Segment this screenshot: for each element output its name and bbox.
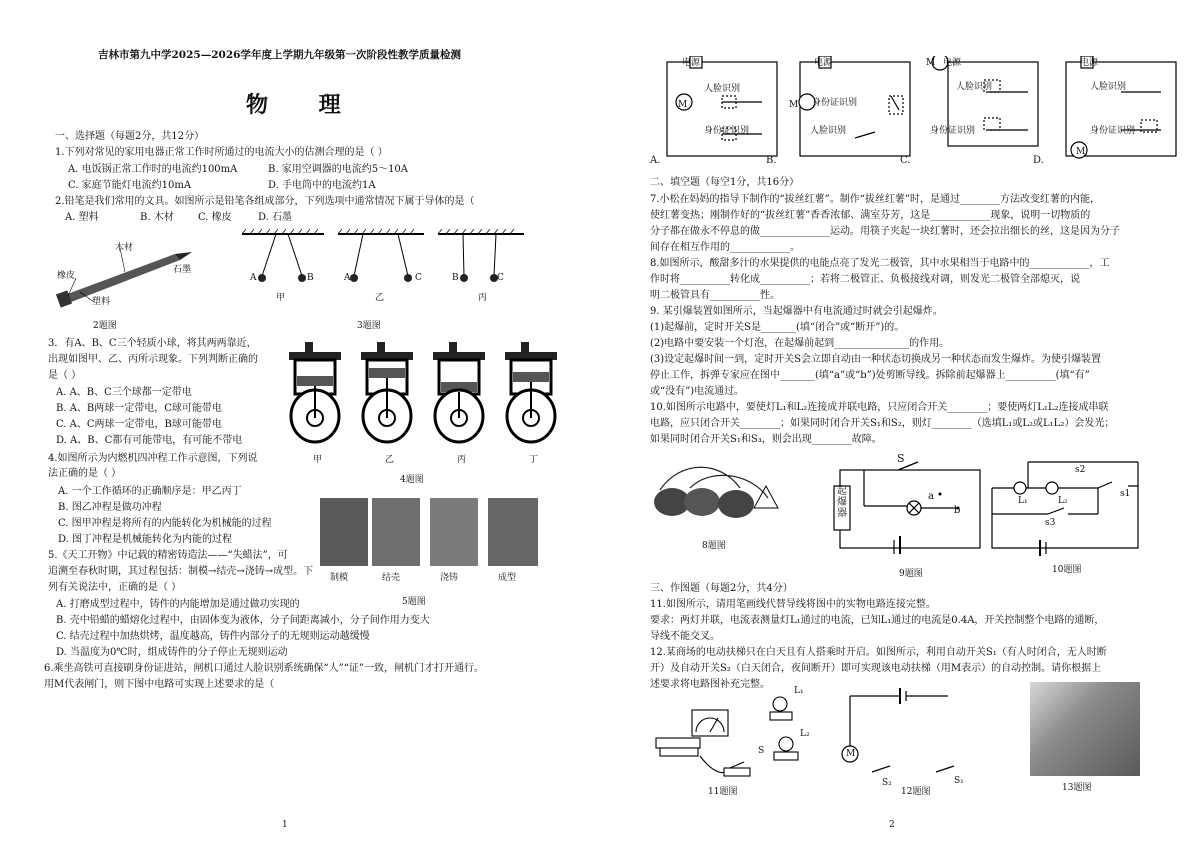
- q3-stem-line2: 出现如图甲、乙、丙所示现象。下列判断正确的: [48, 354, 258, 365]
- engine-stroke-bing: [433, 342, 485, 442]
- q2-option-c: C. 橡皮: [198, 212, 232, 223]
- q11-line3: 导线不能交叉。: [650, 631, 720, 642]
- fig4-label-yi: 乙: [385, 455, 395, 465]
- fig11-label-l2: L₂: [800, 729, 810, 739]
- q3-stem-line3: 是（ ）: [48, 370, 82, 381]
- exam-page-2: [600, 0, 1200, 848]
- fig2-label-graphite: 石墨: [173, 265, 192, 275]
- q8-line1: 8.如图所示，酸甜多汁的水果提供的电能点亮了发光二极管，其中水果相当于电路中的____________，工: [650, 258, 1110, 269]
- q6-stem-line1: 6.乘坐高铁可直接刷身份证进站，闸机口通过人脸识别系统确保“人”“证”一致，闸机门才打开通行。: [44, 663, 484, 674]
- section-choice-heading: 一、选择题（每题2分，共12分）: [55, 131, 205, 142]
- q5-option-c: C. 结壳过程中加热烘烤，温度越高，铸件内部分子的无规则运动越缓慢: [56, 631, 370, 642]
- q1-option-d: D. 手电筒中的电流约1A: [268, 180, 376, 191]
- circuit-b-label: B.: [766, 155, 777, 166]
- fig3-caption: 3题图: [357, 321, 381, 331]
- fig4-label-bing: 丙: [457, 455, 467, 465]
- q10-line3: 如果同时闭合开关S₁和S₃，则会出现________故障。: [650, 434, 882, 445]
- q2-option-a: A. 塑料: [65, 212, 99, 223]
- circuit-d-power: 电源: [1080, 58, 1099, 68]
- q5-option-d: D. 当温度为0℃时，组成铸件的分子停止无规则运动: [56, 647, 288, 658]
- q5-option-a: A. 打磨成型过程中，铸件的内能增加是通过做功实现的: [56, 599, 300, 610]
- q1-stem: 1.下列对常见的家用电器正常工作时所通过的电流大小的估测合理的是（ ）: [55, 147, 388, 158]
- q2-option-b: B. 木材: [140, 212, 174, 223]
- section-drawing-heading: 三、作图题（每题2分，共4分）: [650, 583, 793, 594]
- exam-header: 吉林市第九中学2025—2026学年度上学期九年级第一次阶段性教学质量检测: [98, 49, 461, 61]
- circuit-c-label: C.: [900, 155, 911, 166]
- fig5-photo-final: [488, 498, 538, 566]
- q3-option-d: D. A、B、C都有可能带电，有可能不带电: [56, 435, 243, 446]
- q3-option-b: B. A、B两球一定带电，C球可能带电: [56, 403, 222, 414]
- pencil-body: [62, 254, 180, 304]
- fig4-caption: 4题图: [400, 475, 424, 485]
- fig5-photo-mold: [320, 498, 368, 566]
- fig5-label-pour: 浇铸: [440, 573, 459, 583]
- engine-stroke-ding: [505, 342, 557, 442]
- engine-stroke-jia: [289, 342, 341, 442]
- circuit-d-id: 身份证识别: [1090, 126, 1136, 136]
- fig11-caption: 11题图: [708, 787, 738, 797]
- fig5-label-mold: 制模: [330, 573, 349, 583]
- fig11-label-l1: L₁: [794, 686, 804, 696]
- fig3-label-jia: 甲: [276, 293, 286, 303]
- q3-stem-line1: 3．有A、B、C三个轻质小球，将其两两靠近，: [48, 338, 257, 349]
- circuit-option-d: [1066, 56, 1176, 158]
- fig3-label-c2: C: [415, 273, 422, 283]
- fig12-caption: 12题图: [901, 787, 931, 797]
- q11-line1: 11.如图所示，请用笔画线代替导线将图中的实物电路连接完整。: [650, 599, 936, 610]
- fig10-label-l2: L₂: [1058, 496, 1068, 506]
- section-fill-heading: 二、填空题（每空1分，共16分）: [650, 177, 800, 188]
- fig2-label-plastic: 塑料: [92, 297, 111, 307]
- fig3-label-c3: C: [497, 273, 504, 283]
- fig3-label-yi: 乙: [375, 293, 385, 303]
- figure-12-escalator-circuit: [838, 688, 988, 780]
- q1-option-b: B. 家用空调器的电流约5～10A: [268, 164, 409, 175]
- fig9-caption: 9题图: [899, 569, 923, 579]
- q9-line2: (1)起爆前，定时开关S是_______(填“闭合”或“断开”)的。: [650, 322, 905, 333]
- q9-line6: 或“没有”)电流通过。: [650, 386, 745, 397]
- q9-line1: 9. 某引爆装置如图所示，当起爆器中有电流通过时就会引起爆炸。: [650, 306, 943, 317]
- circuit-b-motor: M: [789, 100, 799, 110]
- fig10-label-s3: s3: [1045, 518, 1056, 528]
- q1-option-c: C. 家庭节能灯电流约10mA: [68, 180, 192, 191]
- fig9-label-switch: S: [897, 452, 905, 465]
- circuit-d-label: D.: [1033, 155, 1044, 166]
- figure-10-lamp-circuit: [988, 458, 1148, 558]
- circuit-c-motor: M: [926, 58, 936, 68]
- fig5-photo-pour: [430, 498, 478, 566]
- fig3-label-b1: B: [307, 273, 314, 283]
- q3-option-c: C. A、C两球一定带电，B球可能带电: [56, 419, 222, 430]
- q4-option-d: D. 图丁冲程是机械能转化为内能的过程: [58, 534, 233, 545]
- fig9-label-a: a: [928, 491, 934, 502]
- fig10-label-s1: s1: [1120, 489, 1131, 499]
- q12-line3: 述要求将电路图补充完整。: [650, 679, 770, 690]
- figure-8-fruit-battery: [650, 458, 790, 528]
- circuit-b-power: 电源: [814, 58, 833, 68]
- fig10-label-s2: s2: [1075, 465, 1086, 475]
- page-number-2: 2: [889, 820, 895, 830]
- q4-option-c: C. 图甲冲程是将所有的内能转化为机械能的过程: [58, 518, 272, 529]
- fig11-label-s: S: [758, 746, 765, 756]
- fig3-group-bing: [438, 229, 524, 282]
- q11-line2: 要求：两灯并联，电流表测量灯L₁通过的电流，已知L₁通过的电流是0.4A，开关控制整个电路的通断，: [650, 615, 1105, 626]
- circuit-a-label: A.: [650, 155, 661, 166]
- fig2-label-wood: 木材: [115, 243, 134, 253]
- subject-title: 物 理: [246, 92, 345, 118]
- page-number-1: 1: [282, 820, 288, 830]
- q7-line1: 7.小松在妈妈的指导下制作的“拔丝红薯”。制作“拔丝红薯”时，是通过________方法改变红薯的内能，: [650, 194, 1100, 205]
- circuit-c-id: 身份证识别: [930, 126, 976, 136]
- circuit-c-face: 人脸识别: [956, 82, 993, 92]
- q10-line2: 电路，应只闭合开关________；如果同时闭合开关S₁和S₂，则灯________（选填L₁或L₂或L₁L₂）会发光；: [650, 418, 1115, 429]
- q5-stem-line1: 5.《天工开物》中记载的精密铸造法——“失蜡法”，可: [48, 550, 288, 561]
- fig4-label-ding: 丁: [529, 455, 539, 465]
- fig3-label-a1: A: [250, 273, 257, 283]
- circuit-a-motor: M: [678, 100, 688, 110]
- engine-stroke-yi: [361, 342, 413, 442]
- fig3-label-b3: B: [452, 273, 459, 283]
- fig5-photo-shell: [372, 498, 420, 566]
- fig4-label-jia: 甲: [313, 455, 323, 465]
- q2-option-d: D. 石墨: [258, 212, 293, 223]
- q4-stem-line2: 法正确的是（ ）: [48, 468, 122, 479]
- q4-stem-line1: 4.如图所示为内燃机四冲程工作示意图，下列说: [48, 453, 258, 464]
- q5-stem-line2: 追溯至春秋时期，其过程包括：制模→结壳→浇铸→成型。下: [48, 566, 314, 577]
- fig3-label-a2: A: [344, 273, 351, 283]
- q8-line2: 作时将__________转化成__________；若将二极管正、负极接线对调，则发光二极管全部熄灭，说: [650, 274, 1080, 285]
- q8-line3: 明二极管具有__________性。: [650, 290, 780, 301]
- fig3-label-bing: 丙: [478, 293, 488, 303]
- q6-stem-line2: 用M代表闸门，则下图中电路可实现上述要求的是（: [44, 679, 275, 690]
- q9-line3: (2)电路中要安装一个灯泡，在起爆前起到_______________的作用。: [650, 338, 950, 349]
- fig12-label-s1: S₁: [954, 776, 964, 786]
- q7-line4: 间存在相互作用的____________。: [650, 242, 800, 253]
- q3-option-a: A. A、B、C三个球都一定带电: [56, 387, 192, 398]
- q2-stem: 2.铅笔是我们常用的文具。如图所示是铅笔各组成部分，下列选项中通常情况下属于导体的是（: [55, 196, 475, 207]
- circuit-b-id: 身份证识别: [812, 98, 858, 108]
- fig13-escalator-photo: [1030, 682, 1140, 776]
- q9-line4: (3)设定起爆时间一到，定时开关S会立即自动由一种状态切换成另一种状态而发生爆炸。为使引爆装置: [650, 354, 1102, 365]
- q4-option-a: A. 一个工作循环的正确顺序是：甲乙丙丁: [58, 486, 242, 497]
- fig13-caption: 13题图: [1062, 783, 1092, 793]
- q5-option-b: B. 壳中铅蜡的蜡熔化过程中，由固体变为液体，分子间距离减小，分子间作用力变大: [56, 615, 430, 626]
- circuit-b-face: 人脸识别: [810, 126, 847, 136]
- fig10-label-l1: L₁: [1018, 496, 1028, 506]
- circuit-d-face: 人脸识别: [1090, 82, 1127, 92]
- q1-option-a: A. 电饭锅正常工作时的电流约100mA: [68, 164, 238, 175]
- q12-line1: 12.某商场的电动扶梯只在白天且有人搭乘时开启。如图所示，利用自动开关S₁（有人时闭合，无人时断: [650, 647, 1107, 658]
- circuit-d-motor: M: [1076, 147, 1086, 157]
- q6-circuit-options: [662, 56, 1187, 166]
- fig9-label-b: b: [954, 505, 961, 516]
- fig5-label-final: 成型: [498, 573, 517, 583]
- fig2-caption: 2题图: [93, 321, 117, 331]
- fig9-label-device: 起爆器: [837, 486, 847, 519]
- figure-4-engine-strokes: [285, 338, 570, 450]
- fig8-caption: 8题图: [702, 541, 726, 551]
- q9-line5: 停止工作，拆弹专家应在图中_______(填“a”或“b”)处剪断导线。拆除前起爆器上__________(填“有”: [650, 370, 1090, 381]
- fig12-label-m: M: [846, 749, 856, 759]
- figure-9-detonator-circuit: [828, 456, 998, 554]
- q4-option-b: B. 图乙冲程是做功冲程: [58, 502, 162, 513]
- fig2-label-rubber: 橡皮: [57, 271, 76, 281]
- q5-stem-line3: 列有关说法中，正确的是（ ）: [48, 582, 182, 593]
- q7-line3: 分子都在做永不停息的做______________运动。用筷子夹起一块红薯时，还会拉出细长的丝，这是因为分子: [650, 226, 1120, 237]
- fig10-caption: 10题图: [1052, 565, 1082, 575]
- circuit-c-power: 电源: [943, 58, 962, 68]
- circuit-a-face: 人脸识别: [704, 84, 741, 94]
- q10-line1: 10.如图所示电路中，要使灯L₁和L₂连接成并联电路，只应闭合开关________；要使两灯L₁L₂连接成串联: [650, 402, 1109, 413]
- q12-line2: 开）及自动开关S₂（白天闭合，夜间断开）即可实现该电动扶梯（用M表示）的自动控制。请你根据上: [650, 663, 1102, 674]
- fig5-caption: 5题图: [402, 597, 426, 607]
- q7-line2: 使红薯变热；刚制作好的“拔丝红薯”香香浓郁、满室芬芳，这是____________现象，说明一切物质的: [650, 210, 1091, 221]
- fig5-label-shell: 结壳: [382, 573, 401, 583]
- circuit-a-id: 身份证识别: [704, 126, 750, 136]
- fig12-label-s2: S₂: [882, 778, 892, 788]
- circuit-a-power: 电源: [682, 58, 701, 68]
